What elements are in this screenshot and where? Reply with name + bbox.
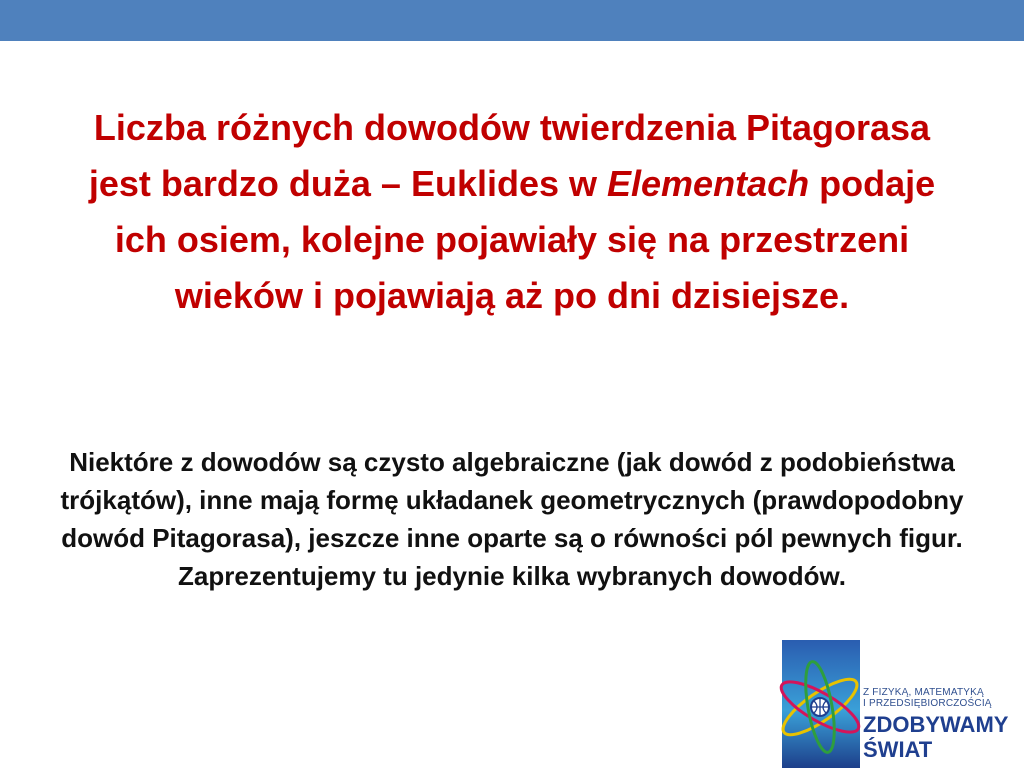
heading-emphasis: Elementach: [607, 163, 810, 204]
logo-tagline-line1: Z FIZYKĄ, MATEMATYKĄ: [863, 687, 984, 698]
top-accent-bar: [0, 0, 1024, 41]
body-paragraph: Niektóre z dowodów są czysto algebraiczne (jak dowód z podobieństwa trójkątów), inne mają formę układanek geometrycznych (prawdopodobny dowód Pitagorasa), jeszcze inne oparte są o równości pól pewnych figur. Zaprezentujemy tu jedynie kilka wybranych dowodów.: [60, 447, 964, 591]
logo-tagline: [863, 687, 1023, 709]
project-logo: [770, 632, 1024, 768]
heading-text-end: podaje ich osiem, kolejne pojawiały się na przestrzeni wieków i pojawiają aż po dni dzisiejsze.: [114, 163, 936, 316]
slide-heading: [70, 100, 954, 324]
logo-title-line1: ZDOBYWAMY: [863, 712, 1009, 737]
heading-text-start: Liczba różnych dowodów twierdzenia Pitagorasa jest bardzo duża – Euklides w: [88, 107, 931, 204]
logo-title-line2: ŚWIAT: [863, 737, 933, 762]
logo-title: [863, 712, 1023, 762]
logo-tagline-line2: I PRZEDSIĘBIORCZOŚCIĄ: [863, 698, 992, 709]
atom-globe-icon: [770, 632, 870, 768]
